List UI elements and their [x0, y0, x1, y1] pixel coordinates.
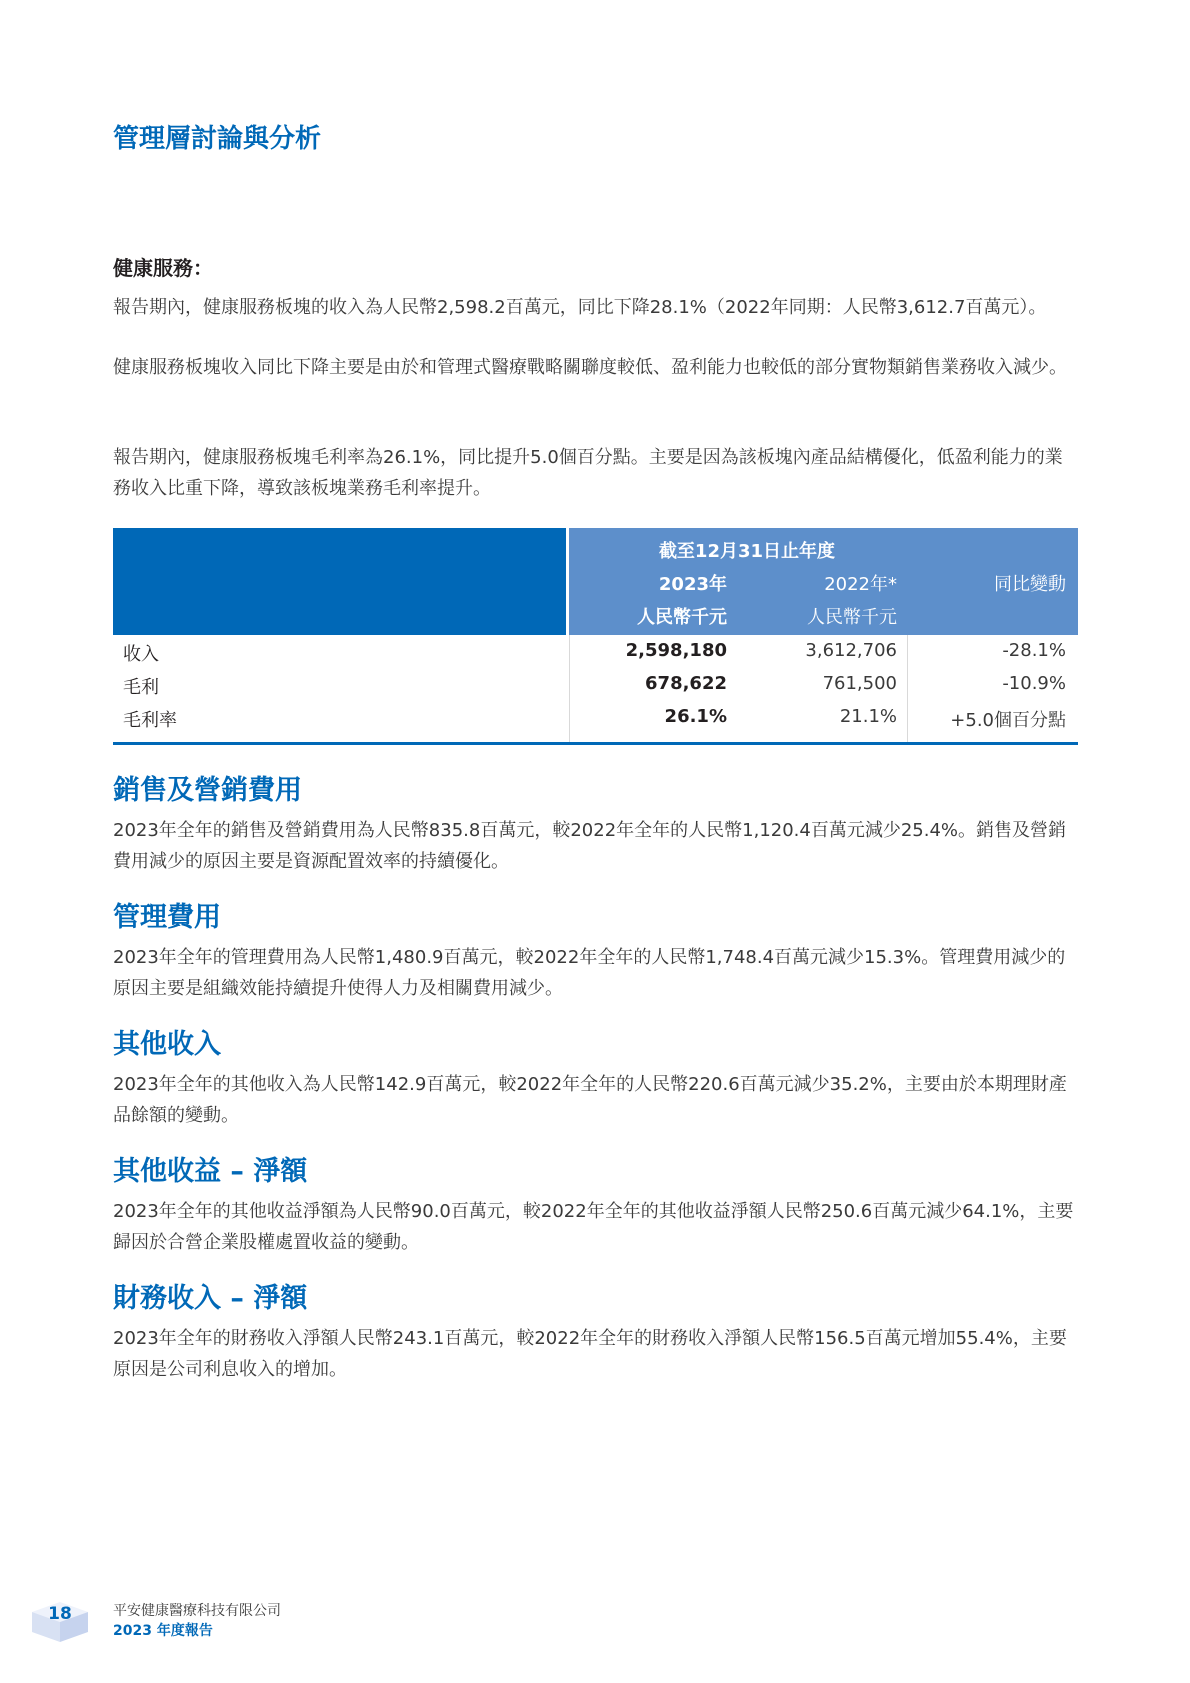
row-change: -10.9% [1002, 673, 1066, 694]
admin-expenses-paragraph: 2023年全年的管理費用為人民幣1,480.9百萬元，較2022年全年的人民幣1,748.4百萬元減少15.3%。管理費用減少的原因主要是組織效能持續提升使得人力及相關費用減少。 [113, 947, 1066, 999]
row-value-2023: 678,622 [645, 673, 727, 694]
col-2023-unit: 人民幣千元 [637, 607, 727, 628]
col-2022-header: 2022年* [824, 574, 897, 595]
column-divider [569, 635, 570, 742]
health-paragraph-3: 報告期內，健康服務板塊毛利率為26.1%，同比提升5.0個百分點。主要是因為該板塊內產品結構優化，低盈利能力的業務收入比重下降，導致該板塊業務毛利率提升。 [113, 447, 1063, 499]
row-value-2022: 21.1% [839, 706, 897, 727]
row-label: 毛利 [123, 677, 159, 698]
table-row [113, 701, 1078, 734]
finance-income-heading: 財務收入 – 淨額 [113, 1283, 308, 1314]
other-gains-heading: 其他收益 – 淨額 [113, 1156, 308, 1187]
health-services-table [113, 528, 1078, 745]
table-row [113, 635, 1078, 668]
row-change: -28.1% [1002, 640, 1066, 661]
table-header-left [113, 528, 566, 635]
row-value-2022: 3,612,706 [805, 640, 897, 661]
health-paragraph-1: 報告期內，健康服務板塊的收入為人民幣2,598.2百萬元，同比下降28.1%（2022年同期：人民幣3,612.7百萬元）。 [113, 297, 1047, 318]
selling-expenses-heading: 銷售及營銷費用 [113, 775, 302, 806]
row-label: 收入 [123, 644, 159, 665]
finance-income-paragraph: 2023年全年的財務收入淨額人民幣243.1百萬元，較2022年全年的財務收入淨額人民幣156.5百萬元增加55.4%，主要原因是公司利息收入的增加。 [113, 1328, 1067, 1380]
page-number: 18 [48, 1604, 72, 1624]
table-period-header: 截至12月31日止年度 [658, 541, 836, 562]
column-divider [907, 635, 908, 742]
row-value-2023: 2,598,180 [625, 640, 727, 661]
row-change: +5.0個百分點 [950, 710, 1066, 731]
row-value-2023: 26.1% [664, 706, 727, 727]
health-services-heading: 健康服務： [113, 256, 213, 280]
page-title: 管理層討論與分析 [113, 124, 322, 154]
col-2022-unit: 人民幣千元 [807, 607, 897, 628]
footer-report: 2023 年度報告 [113, 1623, 213, 1639]
footer-company: 平安健康醫療科技有限公司 [113, 1603, 281, 1619]
other-income-paragraph: 2023年全年的其他收入為人民幣142.9百萬元，較2022年全年的人民幣220.6百萬元減少35.2%，主要由於本期理財產品餘額的變動。 [113, 1074, 1067, 1126]
col-2023-header: 2023年 [658, 574, 727, 595]
other-income-heading: 其他收入 [113, 1029, 221, 1060]
admin-expenses-heading: 管理費用 [113, 902, 221, 933]
selling-expenses-paragraph: 2023年全年的銷售及營銷費用為人民幣835.8百萬元，較2022年全年的人民幣1,120.4百萬元減少25.4%。銷售及營銷費用減少的原因主要是資源配置效率的持續優化。 [113, 820, 1067, 872]
col-change-header: 同比變動 [994, 574, 1066, 595]
row-label: 毛利率 [123, 710, 177, 731]
table-row [113, 668, 1078, 701]
other-gains-paragraph: 2023年全年的其他收益淨額為人民幣90.0百萬元，較2022年全年的其他收益淨額人民幣250.6百萬元減少64.1%，主要歸因於合營企業股權處置收益的變動。 [113, 1201, 1074, 1253]
health-paragraph-2: 健康服務板塊收入同比下降主要是由於和管理式醫療戰略關聯度較低、盈利能力也較低的部分實物類銷售業務收入減少。 [113, 357, 1067, 378]
row-value-2022: 761,500 [822, 673, 897, 694]
table-bottom-rule [113, 742, 1078, 745]
table-header-right [569, 528, 1078, 635]
